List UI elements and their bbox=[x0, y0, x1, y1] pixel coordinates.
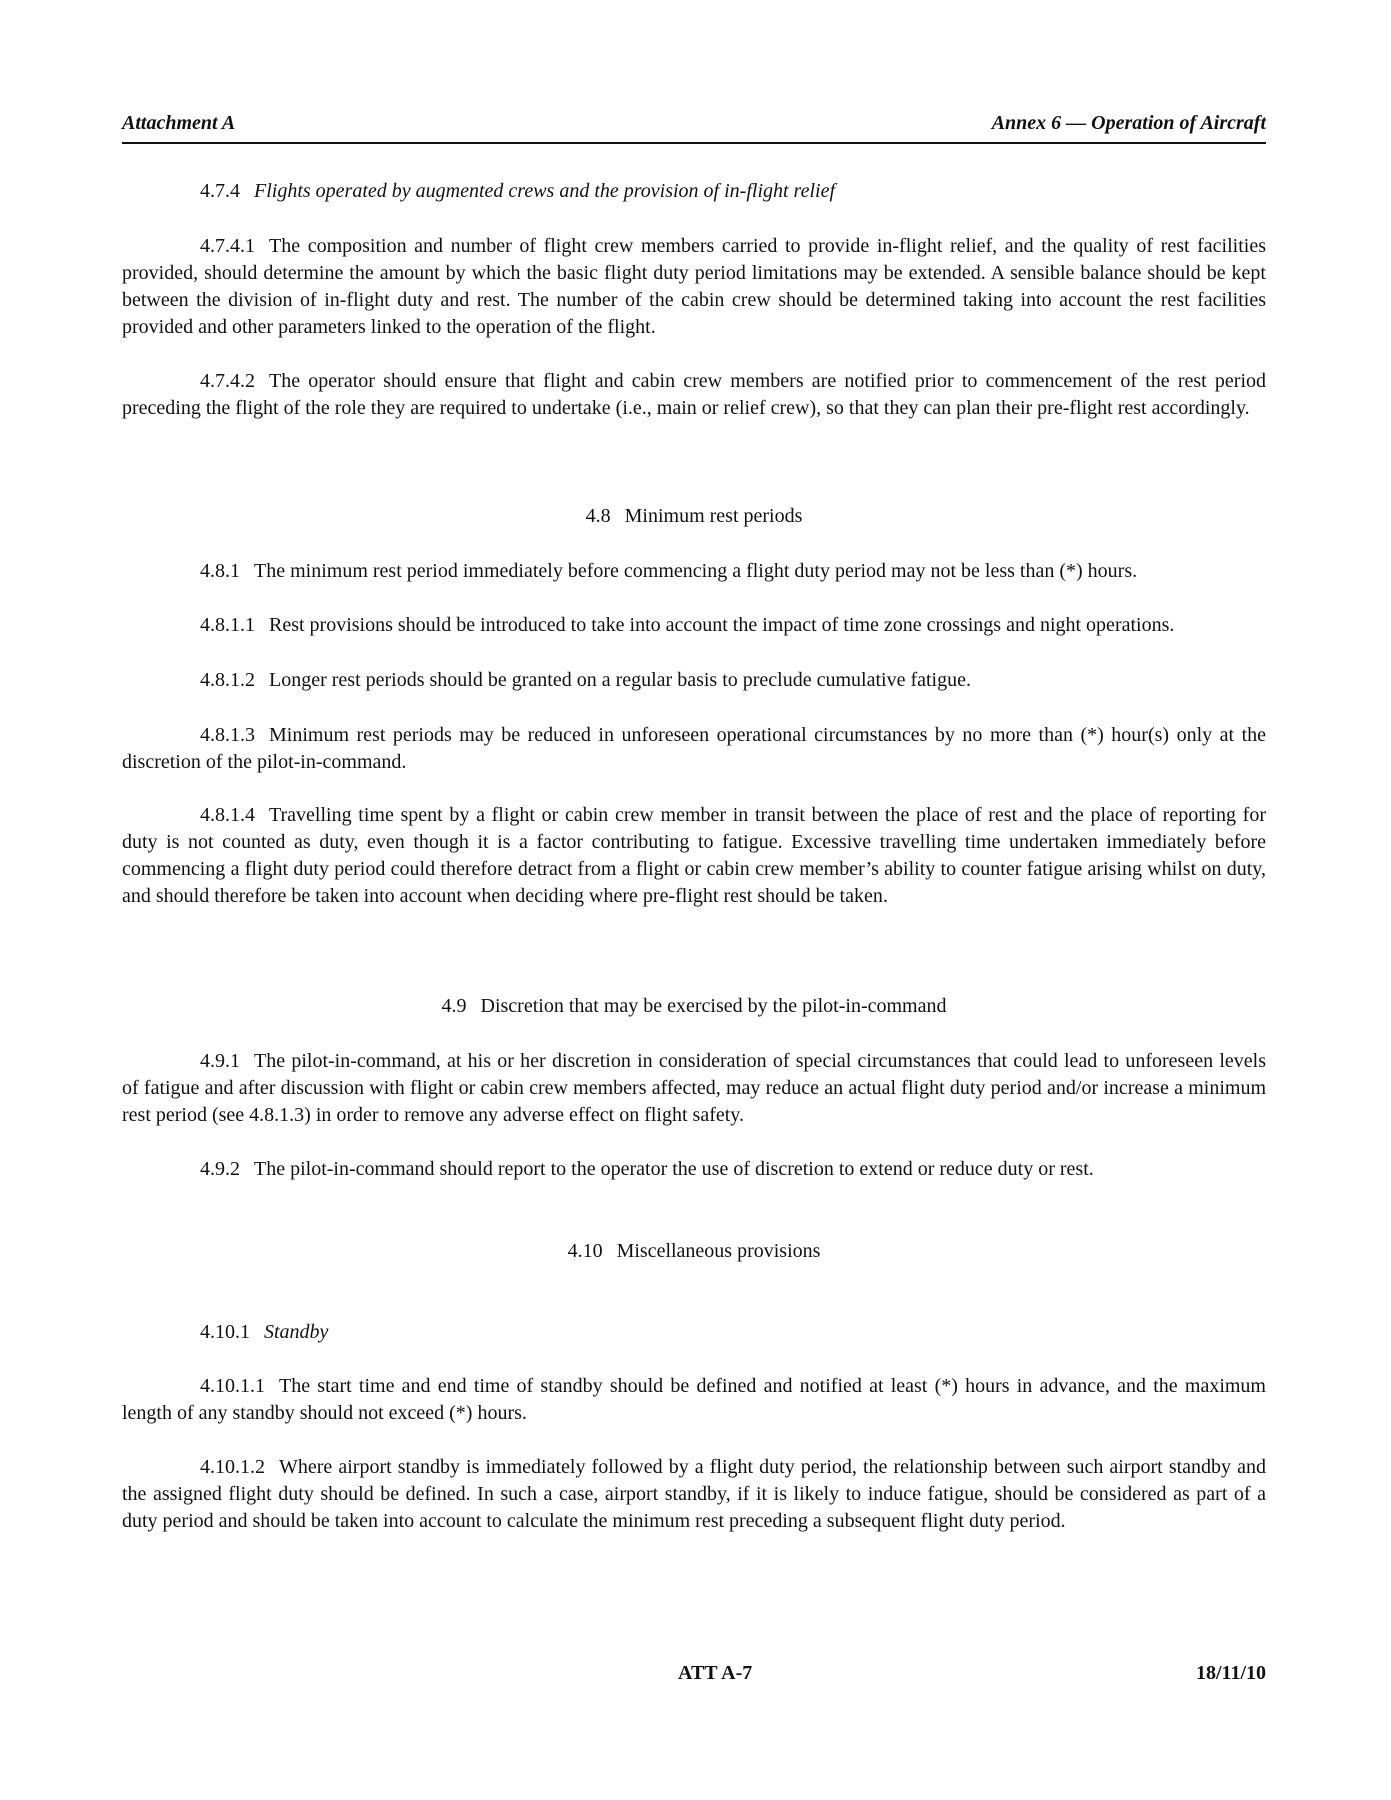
paragraph-text: The operator should ensure that flight and cabin crew members are notified prior to commencement of the rest period preceding the flight of the role they are required to undertake (i.e., main or relief crew), so that they can plan their pre-flight rest accordingly. bbox=[122, 370, 1266, 419]
paragraph-4-7-4-1 bbox=[122, 233, 1266, 341]
paragraph-text: Rest provisions should be introduced to take into account the impact of time zone crossings and night operations. bbox=[269, 614, 1175, 636]
section-title: Minimum rest periods bbox=[624, 505, 803, 527]
paragraph-number: 4.7.4.2 bbox=[200, 370, 255, 392]
paragraph-number: 4.8.1.4 bbox=[200, 804, 255, 826]
paragraph-text: The start time and end time of standby should be defined and notified at least (*) hours in advance, and the maximum length of any standby should not exceed (*) hours. bbox=[122, 1375, 1266, 1424]
paragraph-4-8-1 bbox=[122, 558, 1266, 585]
paragraph-number: 4.10.1.1 bbox=[200, 1375, 265, 1397]
paragraph-text: Where airport standby is immediately followed by a flight duty period, the relationship between such airport standby and the assigned flight duty should be defined. In such a case, airport standby, if it is likely to induce fatigue, should be considered as part of a duty period and should be taken into account to calculate the minimum rest preceding a subsequent flight duty period. bbox=[122, 1456, 1266, 1532]
subsection-heading-4-7-4 bbox=[122, 178, 1266, 205]
paragraph-4-8-1-2 bbox=[122, 667, 1266, 694]
section-title: Standby bbox=[264, 1321, 329, 1343]
paragraph-text: Travelling time spent by a flight or cabin crew member in transit between the place of rest and the place of reporting for duty is not counted as duty, even though it is a factor contributing to fatigue. Excessive travelling time undertaken immediately before commencing a flight duty period could therefore detract from a flight or cabin crew member’s ability to counter fatigue arising whilst on duty, and should therefore be taken into account when deciding where pre-flight rest should be taken. bbox=[122, 804, 1266, 907]
page-number: ATT A-7 bbox=[678, 1662, 753, 1684]
paragraph-number: 4.7.4.1 bbox=[200, 235, 255, 257]
section-number: 4.9 bbox=[441, 995, 467, 1017]
section-number: 4.7.4 bbox=[200, 180, 240, 202]
paragraph-4-8-1-4 bbox=[122, 802, 1266, 910]
section-heading-4-10 bbox=[122, 1238, 1266, 1265]
paragraph-number: 4.10.1.2 bbox=[200, 1456, 265, 1478]
header-left: Attachment A bbox=[122, 112, 236, 134]
paragraph-text: The minimum rest period immediately before commencing a flight duty period may not be less than (*) hours. bbox=[254, 560, 1138, 582]
paragraph-number: 4.8.1 bbox=[200, 560, 240, 582]
paragraph-text: The pilot-in-command, at his or her discretion in consideration of special circumstances that could lead to unforeseen levels of fatigue and after discussion with flight or cabin crew members affected, may reduce an actual flight duty period and/or increase a minimum rest period (see 4.8.1.3) in order to remove any adverse effect on flight safety. bbox=[122, 1050, 1266, 1126]
paragraph-4-10-1-2 bbox=[122, 1454, 1266, 1535]
section-title: Discretion that may be exercised by the pilot-in-command bbox=[480, 995, 947, 1017]
paragraph-number: 4.8.1.2 bbox=[200, 669, 255, 691]
section-number: 4.8 bbox=[585, 505, 611, 527]
header-rule bbox=[122, 142, 1266, 144]
subsection-heading-4-10-1 bbox=[122, 1319, 1266, 1346]
section-number: 4.10 bbox=[567, 1240, 603, 1262]
paragraph-number: 4.8.1.3 bbox=[200, 724, 255, 746]
paragraph-4-9-2 bbox=[122, 1156, 1266, 1183]
paragraph-number: 4.9.1 bbox=[200, 1050, 240, 1072]
paragraph-text: The composition and number of flight crew members carried to provide in-flight relief, and the quality of rest facilities provided, should determine the amount by which the basic flight duty period limitations may be extended. A sensible balance should be kept between the division of in-flight duty and rest. The number of the cabin crew should be determined taking into account the rest facilities provided and other parameters linked to the operation of the flight. bbox=[122, 235, 1266, 338]
footer-date: 18/11/10 bbox=[1195, 1662, 1266, 1684]
section-title: Flights operated by augmented crews and the provision of in-flight relief bbox=[254, 180, 836, 202]
paragraph-4-8-1-3 bbox=[122, 722, 1266, 776]
paragraph-text: Longer rest periods should be granted on a regular basis to preclude cumulative fatigue. bbox=[269, 669, 971, 691]
paragraph-number: 4.8.1.1 bbox=[200, 614, 255, 636]
paragraph-4-10-1-1 bbox=[122, 1373, 1266, 1427]
paragraph-4-9-1 bbox=[122, 1048, 1266, 1129]
paragraph-4-7-4-2 bbox=[122, 368, 1266, 422]
section-number: 4.10.1 bbox=[200, 1321, 250, 1343]
section-heading-4-9 bbox=[122, 993, 1266, 1020]
header-right: Annex 6 — Operation of Aircraft bbox=[991, 112, 1266, 134]
paragraph-number: 4.9.2 bbox=[200, 1158, 240, 1180]
section-title: Miscellaneous provisions bbox=[616, 1240, 821, 1262]
paragraph-text: Minimum rest periods may be reduced in unforeseen operational circumstances by no more than (*) hour(s) only at the discretion of the pilot-in-command. bbox=[122, 724, 1266, 773]
section-heading-4-8 bbox=[122, 503, 1266, 530]
paragraph-text: The pilot-in-command should report to the operator the use of discretion to extend or reduce duty or rest. bbox=[254, 1158, 1094, 1180]
paragraph-4-8-1-1 bbox=[122, 612, 1266, 639]
